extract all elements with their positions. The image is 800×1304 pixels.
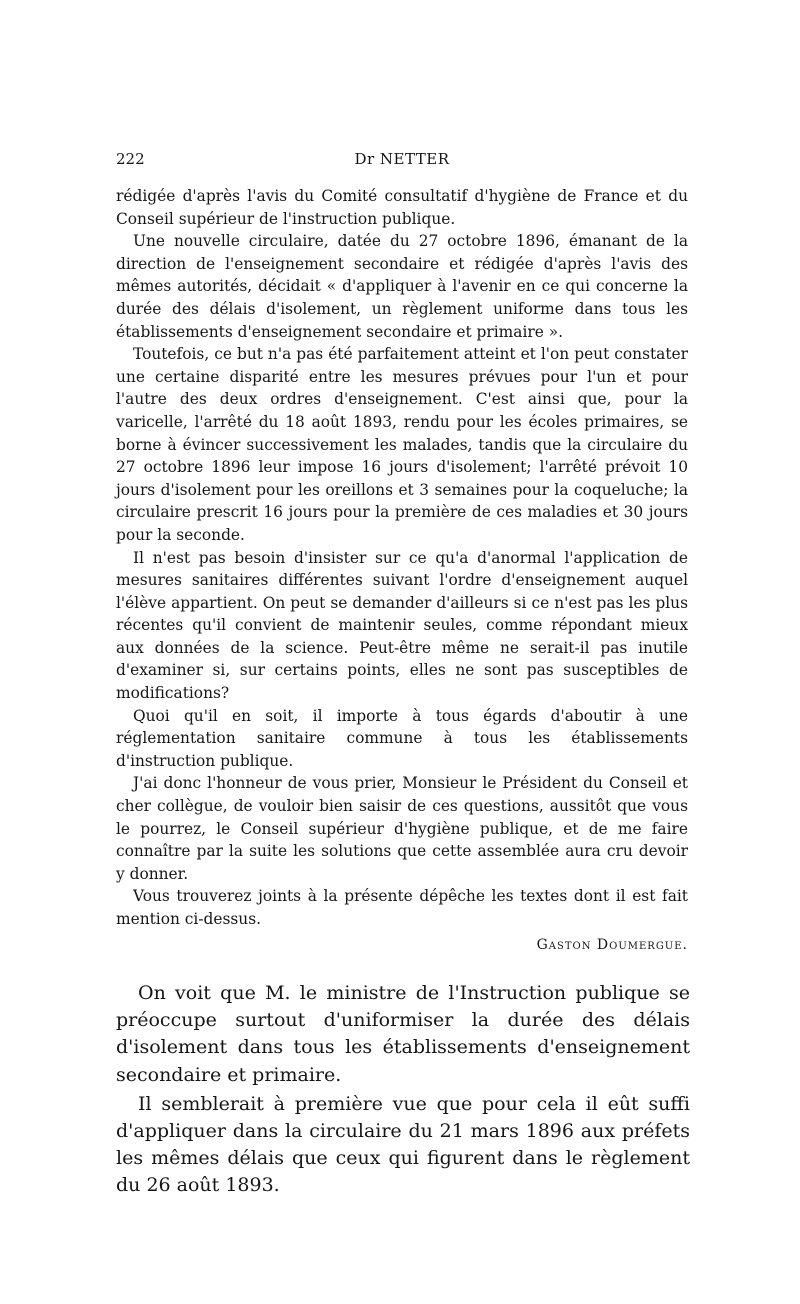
letter-paragraph: rédigée d'après l'avis du Comité consultatif d'hygiène de France et du Conseil supérieur de l'instruction publique.: [116, 187, 688, 228]
commentary-paragraph: On voit que M. le ministre de l'Instruction publique se préoccupe surtout d'uniformiser la durée des délais d'isolement dans tous les établissements d'enseignement secondaire et primaire.: [116, 982, 690, 1086]
letter-paragraph: J'ai donc l'honneur de vous prier, Monsieur le Président du Conseil et cher collègue, de vouloir bien saisir de ces questions, aussitôt que vous le pourrez, le Conseil supérieur d'hygiène publique, et de me faire connaître par la suite les solutions que cette assemblée aura cru devoir y donner.: [116, 774, 688, 883]
page-header: [116, 150, 688, 172]
letter-paragraph: Vous trouverez joints à la présente dépêche les textes dont il est fait mention ci-dessus.: [116, 887, 688, 928]
letter-paragraph: Toutefois, ce but n'a pas été parfaitement atteint et l'on peut constater une certaine disparité entre les mesures prévues pour l'un et pour l'autre des deux ordres d'enseignement. C'est ainsi que, pour la varicelle, l'arrêté du 18 août 1893, rendu pour les écoles primaires, se borne à évincer successivement les malades, tandis que la circulaire du 27 octobre 1896 leur impose 16 jours d'isolement; l'arrêté prévoit 10 jours d'isolement pour les oreillons et 3 semaines pour la coqueluche; la circulaire prescrit 16 jours pour la première de ces maladies et 30 jours pour la seconde.: [116, 345, 688, 544]
letter-paragraph: Quoi qu'il en soit, il importe à tous égards d'aboutir à une réglementation sanitaire commune à tous les établissements d'instruction publique.: [116, 706, 688, 770]
commentary-paragraph: Il semblerait à première vue que pour cela il eût suffi d'appliquer dans la circulaire du 21 mars 1896 aux préfets les mêmes délais que ceux qui figurent dans le règlement du 26 août 1893.: [116, 1092, 690, 1197]
letter-paragraph: Une nouvelle circulaire, datée du 27 octobre 1896, émanant de la direction de l'enseignement secondaire et rédigée d'après l'avis des mêmes autorités, décidait « d'appliquer à l'avenir en ce qui concerne la durée des délais d'isolement, un règlement uniforme dans tous les établissements d'enseignement secondaire et primaire ».: [116, 232, 688, 341]
quoted-letter: [116, 185, 688, 956]
signature: Gaston Doumergue.: [536, 936, 688, 953]
commentary-text: [116, 980, 690, 1200]
page-number: 222: [116, 150, 145, 168]
letter-paragraph: Il n'est pas besoin d'insister sur ce qu'a d'anormal l'application de mesures sanitaires différentes suivant l'ordre d'enseignement auquel l'élève appartient. On peut se demander d'ailleurs si ce n'est pas les plus récentes qu'il convient de maintenir seules, comme répondant mieux aux données de la science. Peut-être même ne serait-il pas inutile d'examiner si, sur certains points, elles ne sont pas susceptibles de modifications?: [116, 548, 688, 703]
running-title: Dr NETTER: [354, 150, 450, 168]
